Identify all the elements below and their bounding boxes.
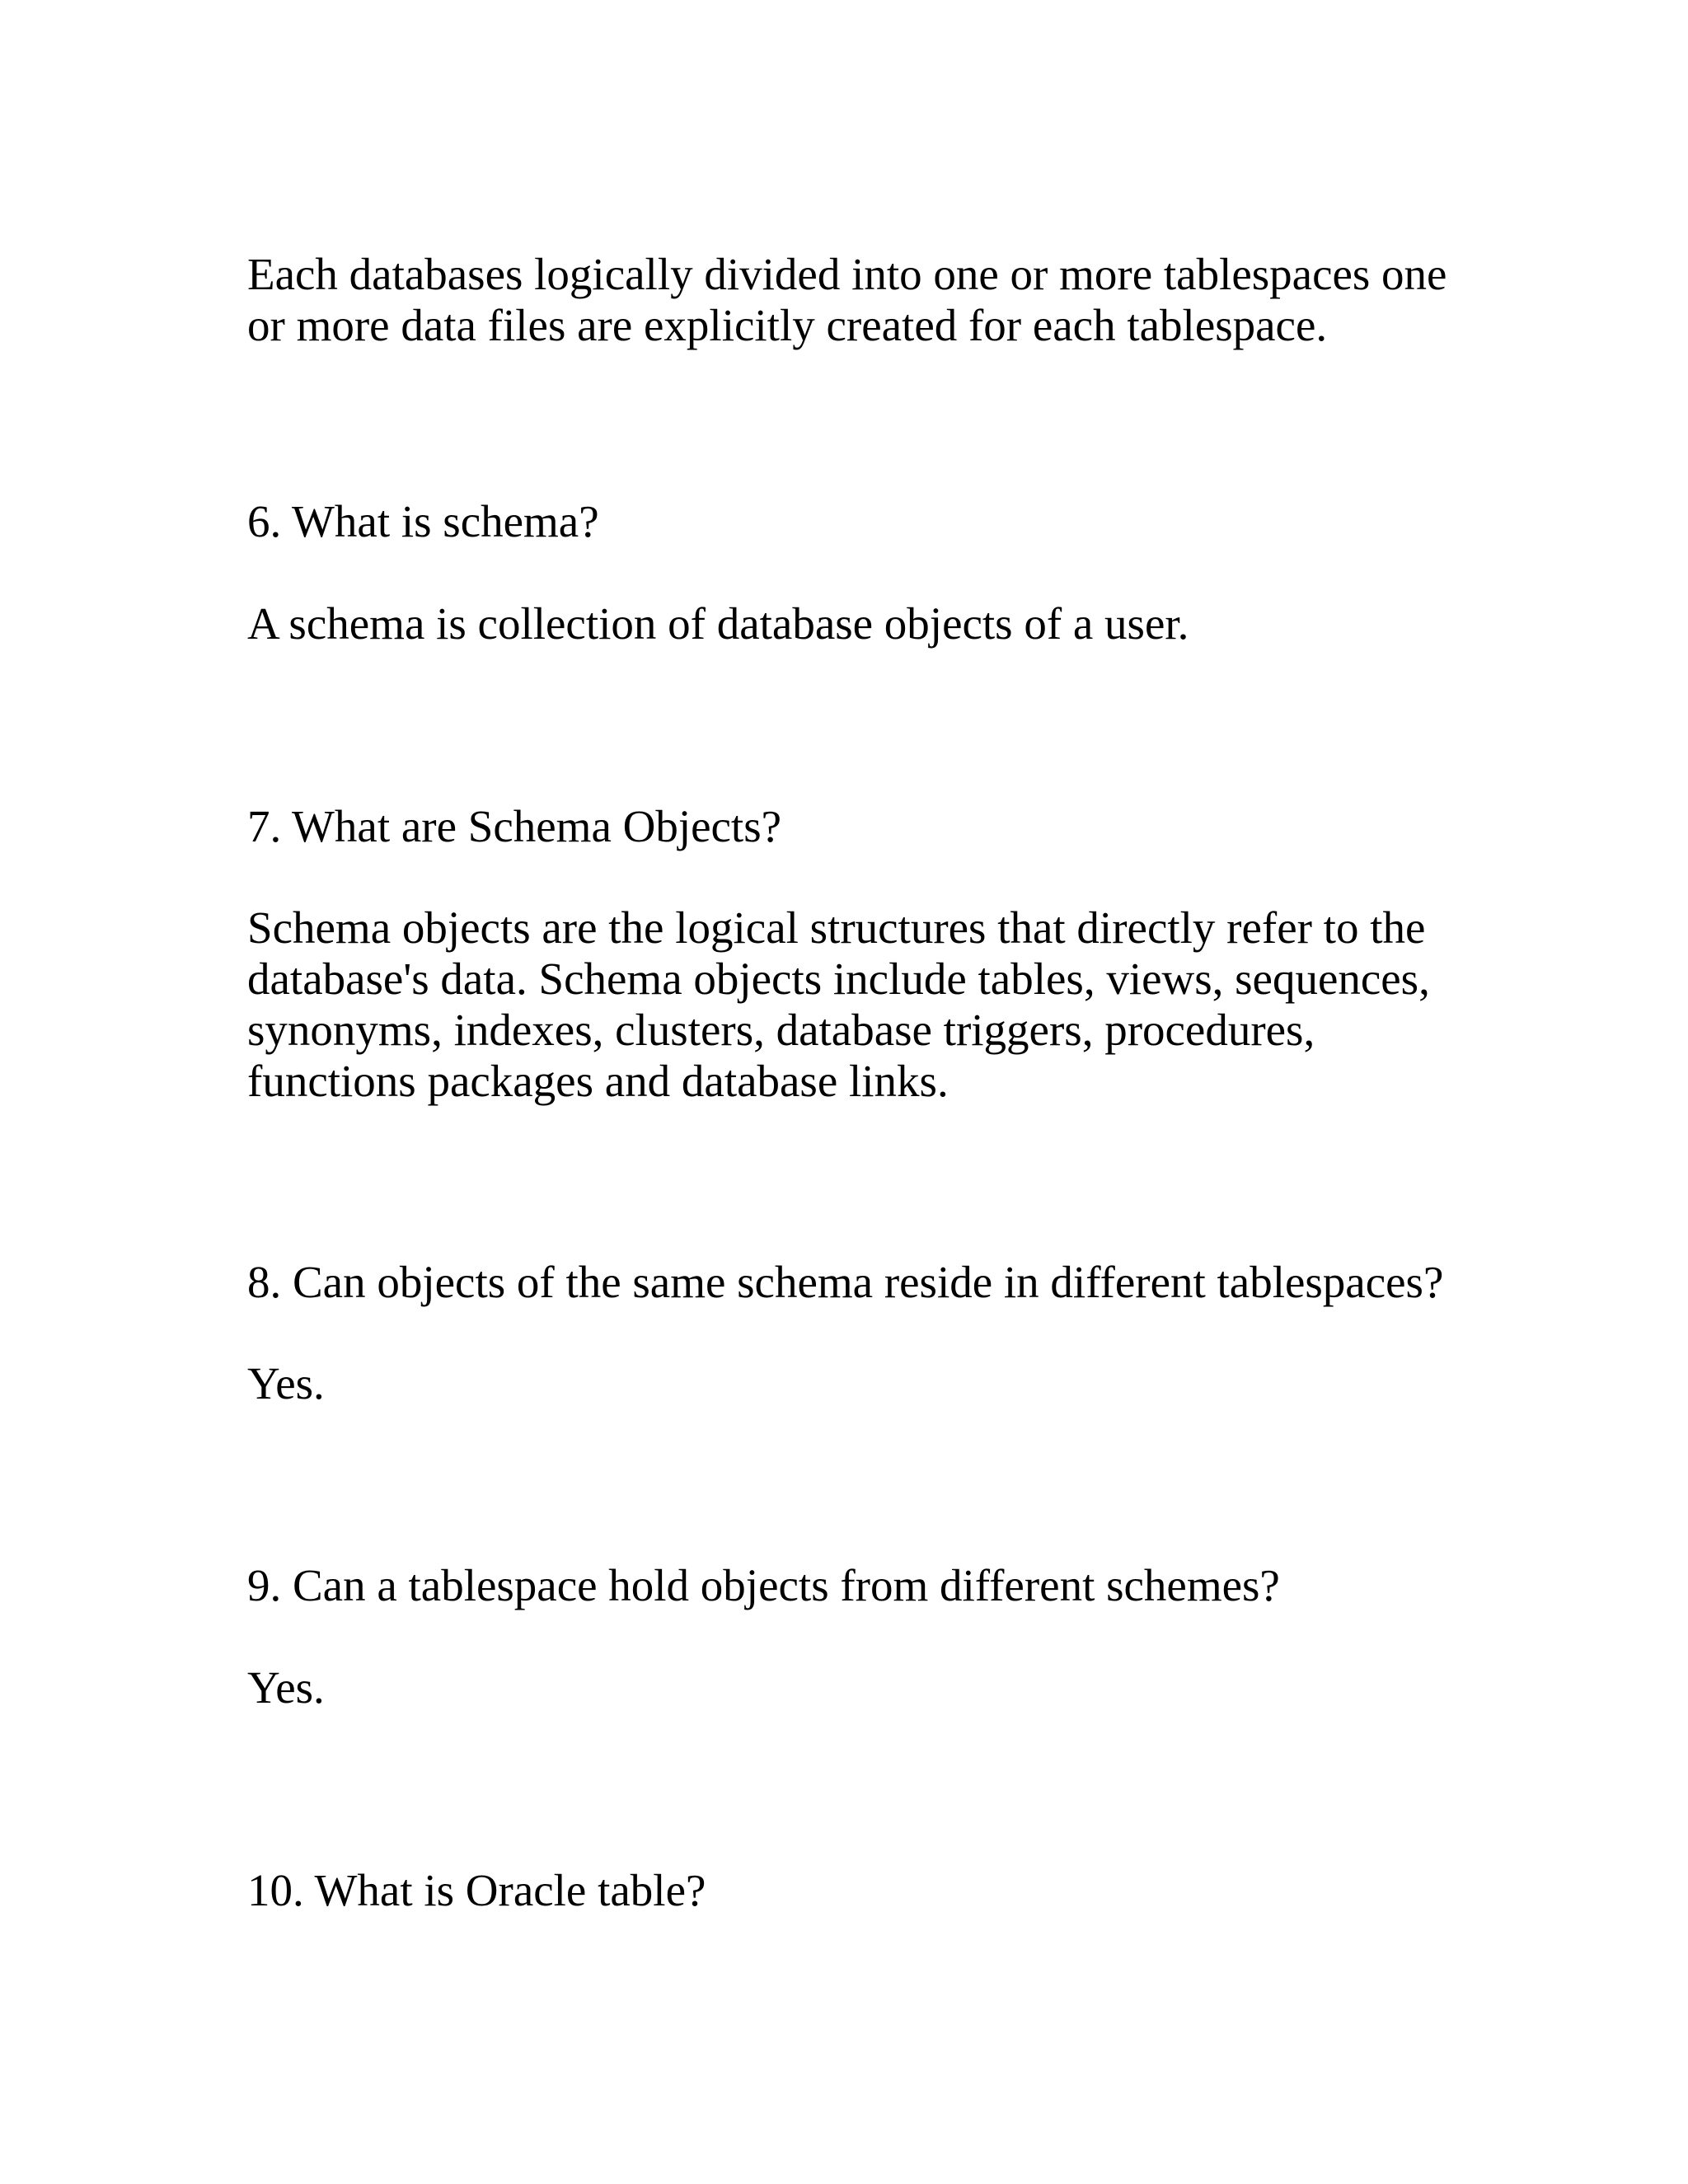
question-10: 10. What is Oracle table?	[247, 1865, 706, 1915]
answer-6	[247, 598, 1484, 649]
intro-paragraph	[247, 249, 1484, 351]
answer-7-line-1: Schema objects are the logical structures that directly refer to the	[247, 902, 1426, 953]
answer-7-line-2: database's data. Schema objects include tables, views, sequences,	[247, 954, 1430, 1004]
answer-8	[247, 1358, 1484, 1409]
intro-line-1: Each databases logically divided into one or more tablespaces one	[247, 249, 1447, 299]
question-7: 7. What are Schema Objects?	[247, 801, 782, 851]
answer-6-line-1: A schema is collection of database objects of a user.	[247, 598, 1189, 649]
question-8: 8. Can objects of the same schema reside in different tablespaces?	[247, 1257, 1444, 1307]
answer-8-line-1: Yes.	[247, 1358, 325, 1408]
answer-7-line-3: synonyms, indexes, clusters, database triggers, procedures,	[247, 1005, 1315, 1055]
answer-7	[247, 902, 1484, 1107]
intro-line-2: or more data files are explicitly created for each tablespace.	[247, 300, 1328, 350]
answer-7-line-4: functions packages and database links.	[247, 1056, 949, 1106]
question-9: 9. Can a tablespace hold objects from different schemes?	[247, 1560, 1280, 1610]
question-6: 6. What is schema?	[247, 496, 599, 546]
answer-9	[247, 1662, 1484, 1713]
answer-9-line-1: Yes.	[247, 1662, 325, 1713]
